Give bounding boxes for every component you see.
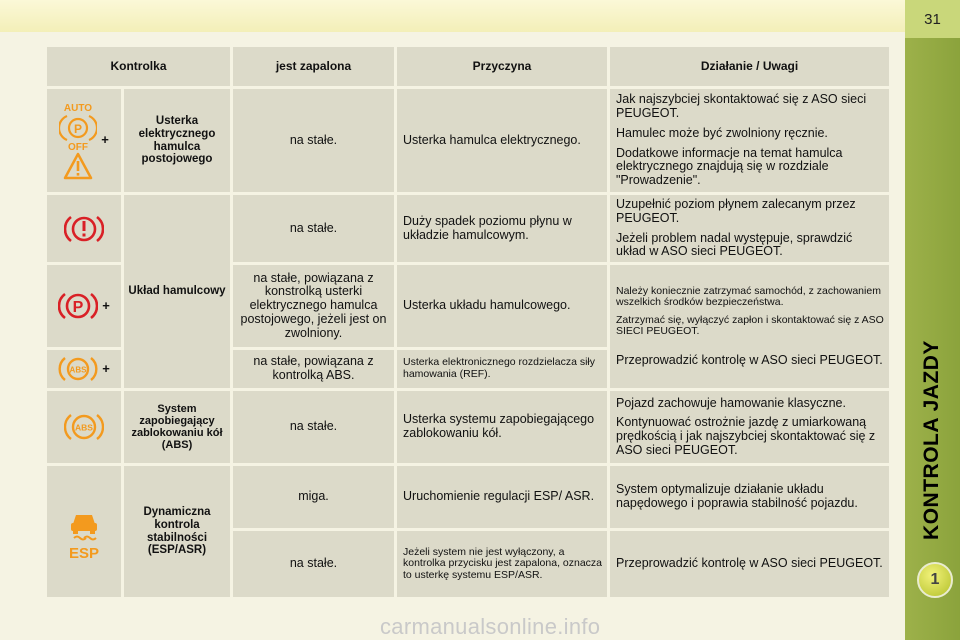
plus-sign: + <box>101 132 109 148</box>
action-text: Przeprowadzić kontrolę w ASO sieci PEUGEOT. <box>616 352 883 367</box>
action-text: Dodatkowe informacje na temat hamulca elektrycznego znajdują się w rozdziale "Prowadzenie". <box>616 145 843 187</box>
action-cell <box>610 195 889 262</box>
header-cause: Przyczyna <box>397 47 607 86</box>
indicator-name: System zapobiegający zablokowaniu kół (ABS) <box>124 391 230 463</box>
indicator-cell <box>47 89 121 192</box>
action-text: Jak najszybciej skontaktować się z ASO sieci PEUGEOT. <box>616 92 867 120</box>
section-title: KONTROLA JAZDY <box>920 340 943 540</box>
cause-cell: Duży spadek poziomu płynu w układzie hamulcowym. <box>397 195 607 262</box>
svg-text:ESP: ESP <box>68 544 100 560</box>
action-text: System optymalizuje działanie układu napędowego i poprawia stabilność pojazdu. <box>616 482 858 510</box>
cause-cell: Usterka elektronicznego rozdzielacza siły hamowania (REF). <box>397 350 607 388</box>
action-cell <box>610 391 889 463</box>
warning-triangle-icon <box>63 152 93 180</box>
chapter-sidebar <box>905 0 960 640</box>
action-text: Hamulec może być zwolniony ręcznie. <box>616 125 828 140</box>
warning-lights-table <box>44 44 892 600</box>
header-action: Działanie / Uwagi <box>610 47 889 86</box>
indicator-cell <box>47 466 121 597</box>
action-cell <box>610 466 889 528</box>
header-kontrolka: Kontrolka <box>47 47 230 86</box>
indicator-cell <box>47 195 121 262</box>
lit-cell: na stałe, powiązana z kontrolką ABS. <box>233 350 394 388</box>
action-cell <box>610 531 889 597</box>
action-text: Pojazd zachowuje hamowanie klasyczne. <box>616 395 846 410</box>
action-text: Należy koniecznie zatrzymać samochód, z zachowaniem wszelkich środków bezpieczeństwa. <box>616 284 881 309</box>
top-band <box>0 0 905 32</box>
auto-park-brake-icon <box>59 102 97 150</box>
indicator-cell <box>47 391 121 463</box>
svg-text:AUTO: AUTO <box>64 102 93 114</box>
abs-icon <box>64 411 104 443</box>
lit-cell: na stałe. <box>233 89 394 192</box>
parking-brake-icon <box>58 289 98 323</box>
table-row <box>47 89 889 192</box>
svg-text:ABS: ABS <box>75 422 93 433</box>
table-row <box>47 391 889 463</box>
action-text: Uzupełnić poziom płynem zalecanym przez PEUGEOT. <box>616 197 856 225</box>
action-text: Kontynuować ostrożnie jazdę z umiarkowaną prędkością i jak najszybciej skontaktować się z ASO sieci PEUGEOT. <box>616 415 876 457</box>
indicator-cell <box>47 265 121 347</box>
cause-cell: Uruchomienie regulacji ESP/ ASR. <box>397 466 607 528</box>
action-text: Przeprowadzić kontrolę w ASO sieci PEUGEOT. <box>616 556 883 571</box>
lit-cell: miga. <box>233 466 394 528</box>
table-header-row <box>47 47 889 86</box>
cause-cell: Usterka systemu zapobiegającego zablokowaniu kół. <box>397 391 607 463</box>
plus-sign: + <box>102 360 110 376</box>
lit-cell: na stałe. <box>233 391 394 463</box>
indicator-name: Dynamiczna kontrola stabilności (ESP/ASR) <box>124 466 230 597</box>
lit-cell: na stałe. <box>233 531 394 597</box>
abs-icon <box>58 354 98 384</box>
chapter-badge: 1 <box>917 562 953 598</box>
indicator-cell <box>47 350 121 388</box>
action-text: Zatrzymać się, wyłączyć zapłon i skontaktować się z ASO SIECI PEUGEOT. <box>616 313 884 338</box>
header-lit: jest zapalona <box>233 47 394 86</box>
svg-text:P: P <box>72 299 84 316</box>
plus-sign: + <box>102 297 110 313</box>
action-cell <box>610 89 889 192</box>
svg-text:ABS: ABS <box>69 365 87 375</box>
brake-warning-icon <box>64 212 104 246</box>
action-cell <box>610 265 889 388</box>
lit-cell: na stałe, powiązana z konstrolką usterki elektrycznego hamulca postojowego, jeżeli jest on zwolniony. <box>233 265 394 347</box>
watermark: carmanualsonline.info <box>380 614 601 639</box>
action-text: Jeżeli problem nadal występuje, sprawdzić układ w ASO sieci PEUGEOT. <box>616 230 853 259</box>
esp-skid-icon <box>64 504 104 560</box>
page-number: 31 <box>905 0 960 38</box>
lit-cell: na stałe. <box>233 195 394 262</box>
indicator-name: Usterka elektrycznego hamulca postojowego <box>124 89 230 192</box>
cause-cell: Usterka układu hamulcowego. <box>397 265 607 347</box>
cause-cell: Usterka hamulca elektrycznego. <box>397 89 607 192</box>
indicator-name: Układ hamulcowy <box>124 195 230 388</box>
table-row <box>47 466 889 528</box>
svg-text:OFF: OFF <box>68 141 89 150</box>
cause-cell: Jeżeli system nie jest wyłączony, a kontrolka przycisku jest zapalona, oznacza to usterkę systemu ESP/ASR. <box>397 531 607 597</box>
svg-text:P: P <box>74 121 83 136</box>
table-row <box>47 195 889 262</box>
